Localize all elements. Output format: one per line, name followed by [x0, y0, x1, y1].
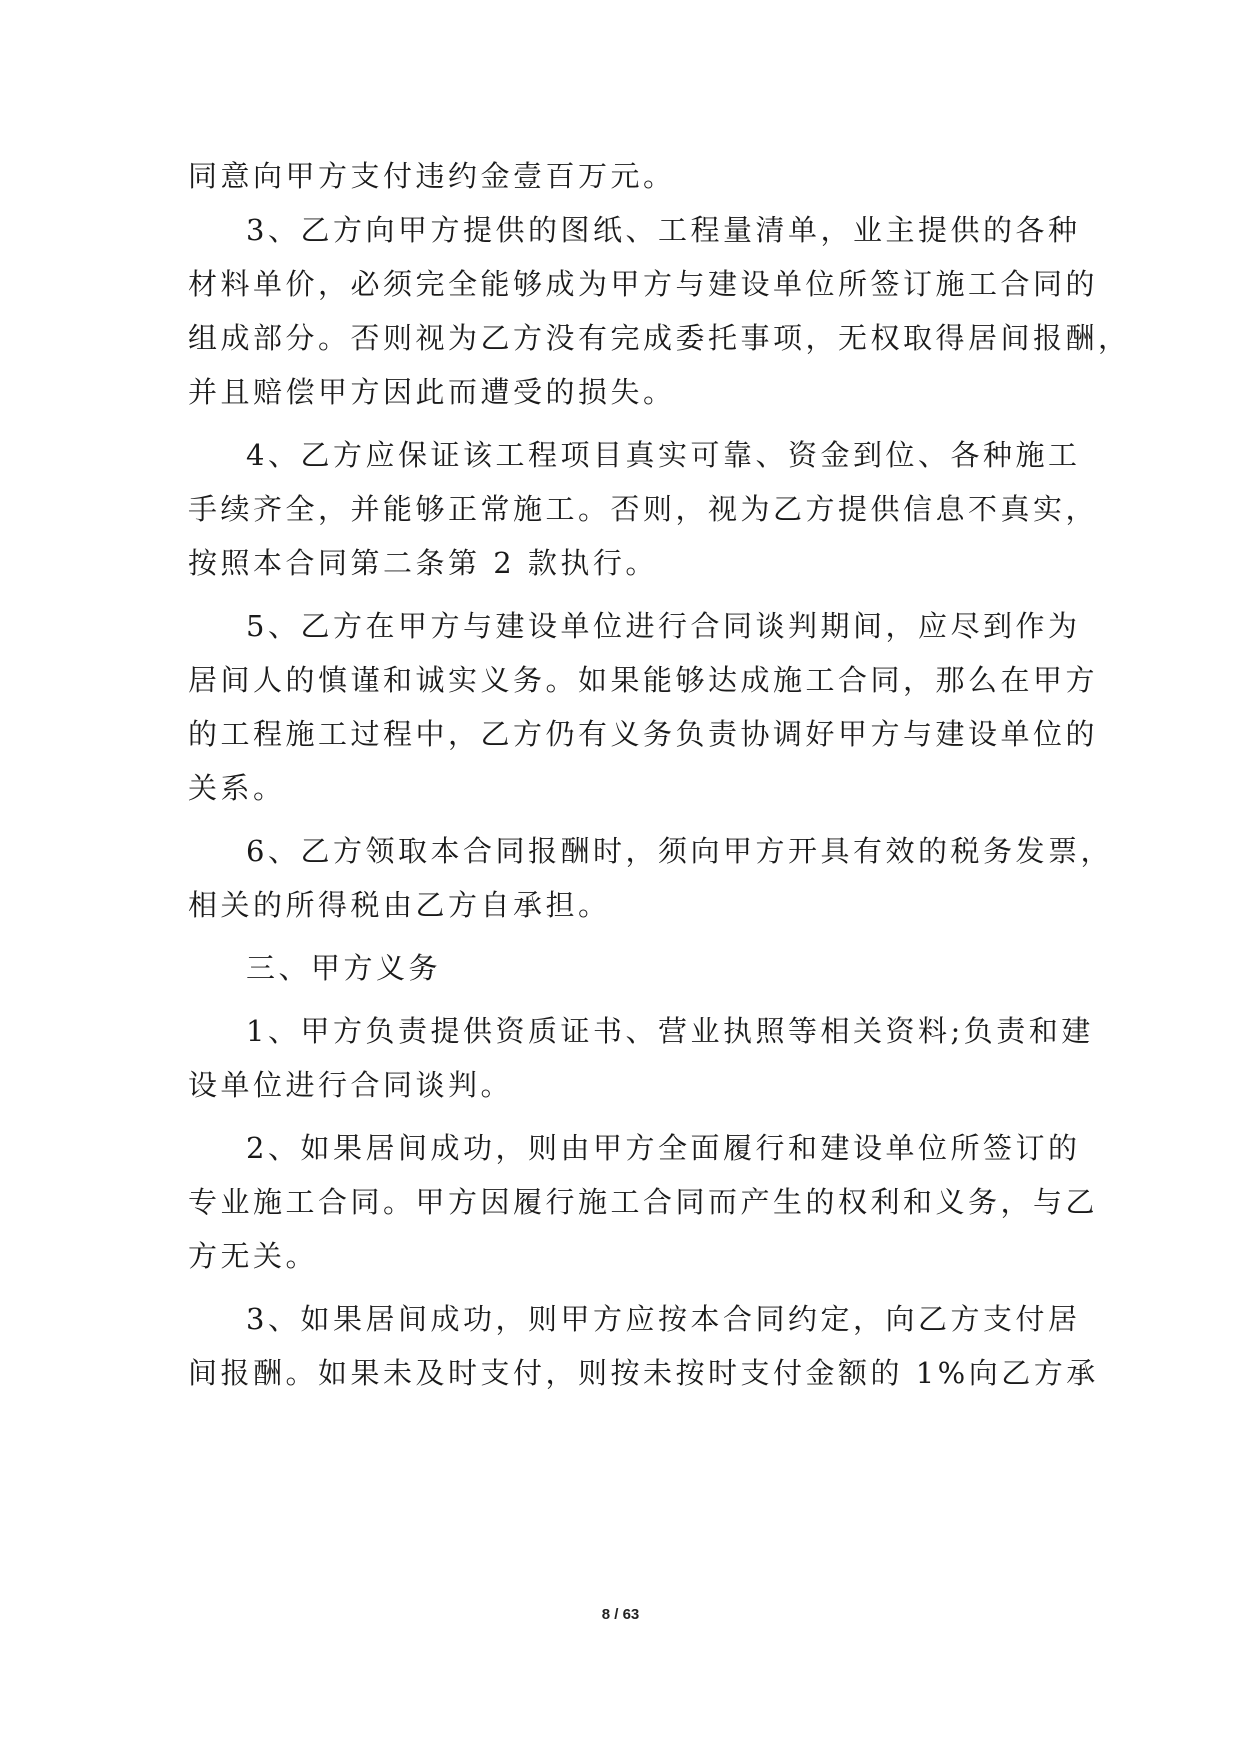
text-line: 间报酬。如果未及时支付，则按未按时支付金额的 1%向乙方承 — [188, 1356, 1099, 1390]
text-line: 相关的所得税由乙方自承担。 — [188, 888, 611, 922]
text-line: 同意向甲方支付违约金壹百万元。 — [188, 159, 676, 193]
text-line: 4、乙方应保证该工程项目真实可靠、资金到位、各种施工 — [246, 438, 1081, 472]
text-line: 设单位进行合同谈判。 — [188, 1068, 514, 1102]
section-heading: 三、甲方义务 — [246, 951, 442, 985]
text-line: 3、乙方向甲方提供的图纸、工程量清单，业主提供的各种 — [246, 213, 1081, 247]
text-line: 居间人的慎谨和诚实义务。如果能够达成施工合同，那么在甲方 — [188, 663, 1099, 697]
page-number: 8 / 63 — [601, 1606, 640, 1623]
text-line: 材料单价，必须完全能够成为甲方与建设单位所签订施工合同的 — [188, 267, 1099, 301]
text-line: 1、甲方负责提供资质证书、营业执照等相关资料;负责和建 — [246, 1014, 1094, 1048]
text-line: 关系。 — [188, 771, 286, 805]
text-line: 5、乙方在甲方与建设单位进行合同谈判期间，应尽到作为 — [246, 609, 1081, 643]
text-line: 并且赔偿甲方因此而遭受的损失。 — [188, 375, 676, 409]
text-line: 的工程施工过程中，乙方仍有义务负责协调好甲方与建设单位的 — [188, 717, 1099, 751]
text-line: 3、如果居间成功，则甲方应按本合同约定，向乙方支付居 — [246, 1302, 1081, 1336]
text-line: 手续齐全，并能够正常施工。否则，视为乙方提供信息不真实， — [188, 492, 1099, 526]
text-line: 专业施工合同。甲方因履行施工合同而产生的权利和义务，与乙 — [188, 1185, 1099, 1219]
text-line: 方无关。 — [188, 1239, 319, 1273]
text-line: 6、乙方领取本合同报酬时，须向甲方开具有效的税务发票， — [246, 834, 1113, 868]
text-line: 组成部分。否则视为乙方没有完成委托事项，无权取得居间报酬， — [188, 321, 1131, 355]
text-line: 2、如果居间成功，则由甲方全面履行和建设单位所签订的 — [246, 1131, 1081, 1165]
text-line: 按照本合同第二条第 2 款执行。 — [188, 546, 658, 580]
